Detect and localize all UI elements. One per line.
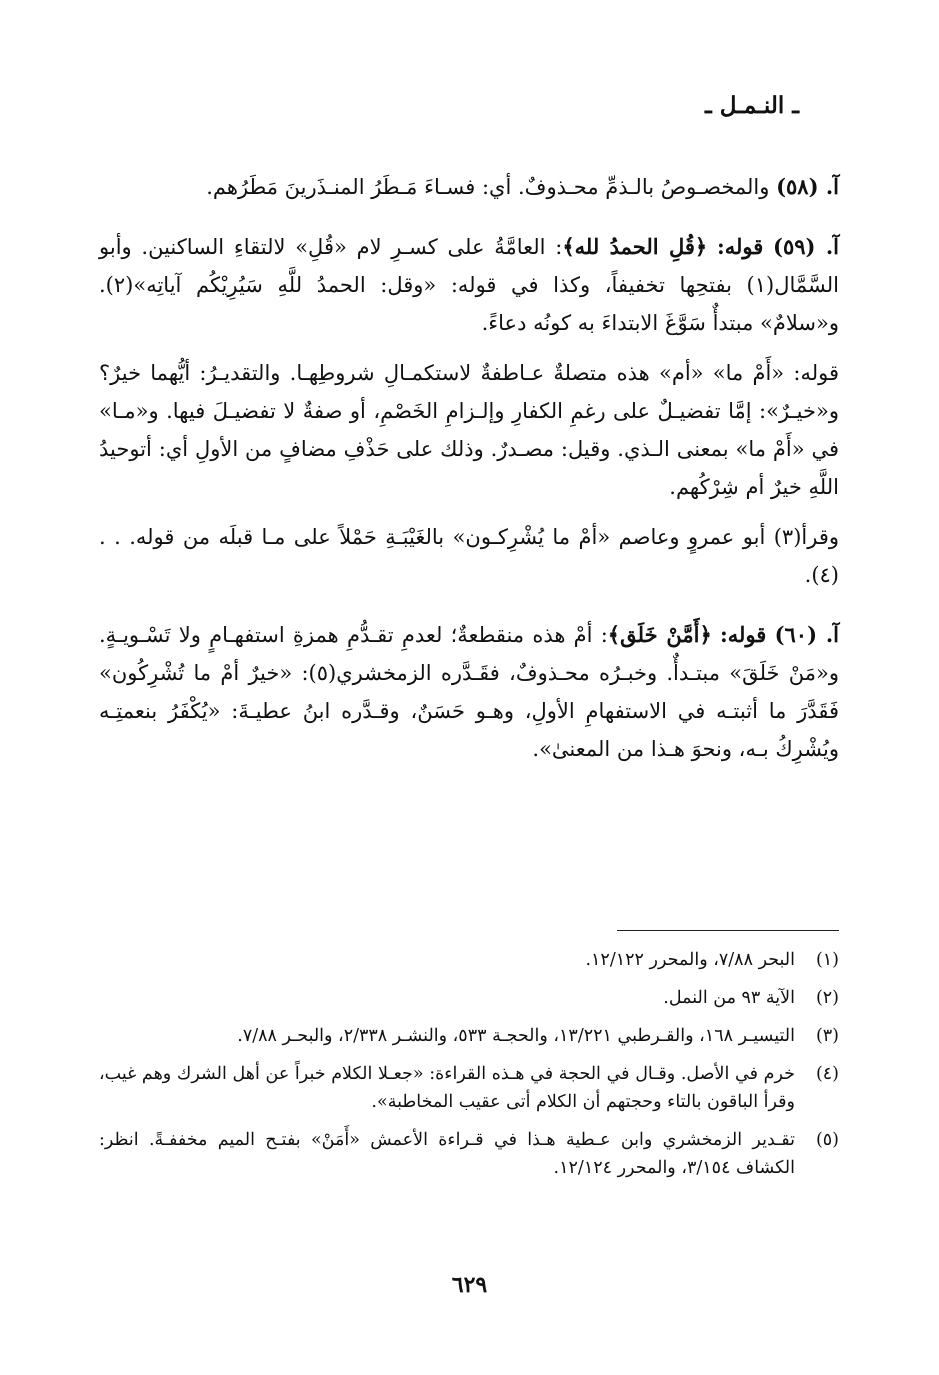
qawl-label: قوله: xyxy=(716,234,764,259)
paragraph-text: : أمْ هذه منقطعةٌ؛ لعدمِ تقـدُّمِ همزةِ استفهـامٍ ولا تَسْـويـةٍ. و«مَنْ خَلَقَ» مبتـدأٌ. وخبـرُه محـذوفٌ، فقَـدَّره الزمخشري(٥): «خيرٌ أمْ ما تُشْرِكُون» فَقَدَّرَ ما أثبتـه في الاستفهامِ الأولِ، وهـو حَسَنٌ، وقـدَّره ابنُ عطيـةَ: «يُكْفَرُ بنعمتِـه ويُشْرِكُ بـه، ونحوَ هـذا من المعنىٰ». xyxy=(99,623,839,761)
footnote-number: (٣) xyxy=(815,1026,839,1046)
main-text xyxy=(99,168,839,780)
footnote-number: (٢) xyxy=(815,988,839,1008)
paragraph-text: : العامَّةُ على كسـرِ لام «قُلِ» لالتقاءِ الساكنين. وأبو السَّمَّال(١) بفتحِها تخفيفاً، وكذا في قوله: «وقل: الحمدُ للَّهِ سَيُرِيْكُم آياتِه»(٢). و«سلامٌ» مبتدأٌ سَوَّغَ الابتداءَ به كونُه دعاءً. xyxy=(99,235,839,335)
paragraph-text: وقرأ(٣) أبو عمروٍ وعاصم «أمْ ما يُشْرِكـون» بالغَيْبَـةِ حَمْلاً على مـا قبلَه من قوله. . . (٤). xyxy=(99,525,839,587)
quran-quote: ﴿قُلِ الحمدُ لله﴾ xyxy=(562,234,708,259)
footnote-2 xyxy=(99,984,839,1012)
footnote-text: الآية ٩٣ من النمل. xyxy=(663,988,795,1008)
paragraph-text: قوله: «أَمْ ما» «أم» هذه متصلةٌ عـاطفةٌ لاستكمـالِ شروطِهـا. والتقديـرُ: أيُّهما خيرٌ؟ و«خيـرٌ»: إمَّا تفضيـلٌ على رغمِ الكفارِ وإلـزامِ الخَصْمِ، أو صفةٌ لا تفضيـلَ فيها. و«مـا» في «أَمْ ما» بمعنى الـذي. وقيل: مصـدرٌ. وذلك على حَذْفِ مضافٍ من الأولِ أي: أتوحيدُ اللَّهِ خيرٌ أم شِرْكُهم. xyxy=(99,361,839,499)
footnote-text: خرم في الأصل. وقـال في الحجة في هـذه القراءة: «جعـلا الكلام خبراً عن أهل الشرك وهم غيب، وقرأ الباقون بالتاء وحجتهم أن الكلام أتى عقيب المخاطبة». xyxy=(99,1064,795,1112)
paragraph-text: والمخصـوصُ بالـذمِّ محـذوفٌ. أي: فسـاءَ مَـطَرُ المنـذَرينَ مَطَرُهم. xyxy=(206,175,770,199)
ayah-number: آ. (٥٨) xyxy=(776,174,839,199)
footnote-text: تقـدير الزمخشري وابن عـطية هـذا في قـراءة الأعمش «أَمَنْ» بفتـح الميم مخففـةً. انظر: الكشاف ٣/١٥٤، والمحرر ١٢/١٢٤. xyxy=(99,1130,795,1178)
quran-quote: ﴿أَمَّنْ خَلَق﴾ xyxy=(607,622,712,647)
footnote-3 xyxy=(99,1022,839,1050)
ayah-number: آ. (٦٠) xyxy=(774,622,840,647)
running-head: ـ النـمـل ـ xyxy=(704,92,799,119)
footnote-5 xyxy=(99,1126,839,1182)
footnote-text: التيسيـر ١٦٨، والقـرطبي ١٣/٢٢١، والحجـة ٥٣٣، والنشـر ٢/٣٣٨، والبحـر ٧/٨٨. xyxy=(237,1026,795,1046)
page-number: ٦٢٩ xyxy=(451,1272,488,1298)
footnote-separator xyxy=(617,930,839,931)
ayah-number: آ. (٥٩) xyxy=(773,234,839,259)
footnote-number: (٤) xyxy=(815,1064,839,1084)
footnote-text: البحر ٧/٨٨، والمحرر ١٢/١٢٢. xyxy=(585,950,795,970)
footnote-4 xyxy=(99,1060,839,1116)
paragraph-qiraat xyxy=(99,518,839,594)
paragraph-am-ma xyxy=(99,354,839,506)
paragraph-ayah-59 xyxy=(99,228,839,342)
paragraph-ayah-58 xyxy=(99,168,839,206)
footnote-number: (١) xyxy=(815,950,839,970)
footnotes xyxy=(99,946,839,1192)
qawl-label: قوله: xyxy=(720,622,767,647)
footnote-number: (٥) xyxy=(815,1130,839,1150)
footnote-1 xyxy=(99,946,839,974)
paragraph-ayah-60 xyxy=(99,616,839,768)
